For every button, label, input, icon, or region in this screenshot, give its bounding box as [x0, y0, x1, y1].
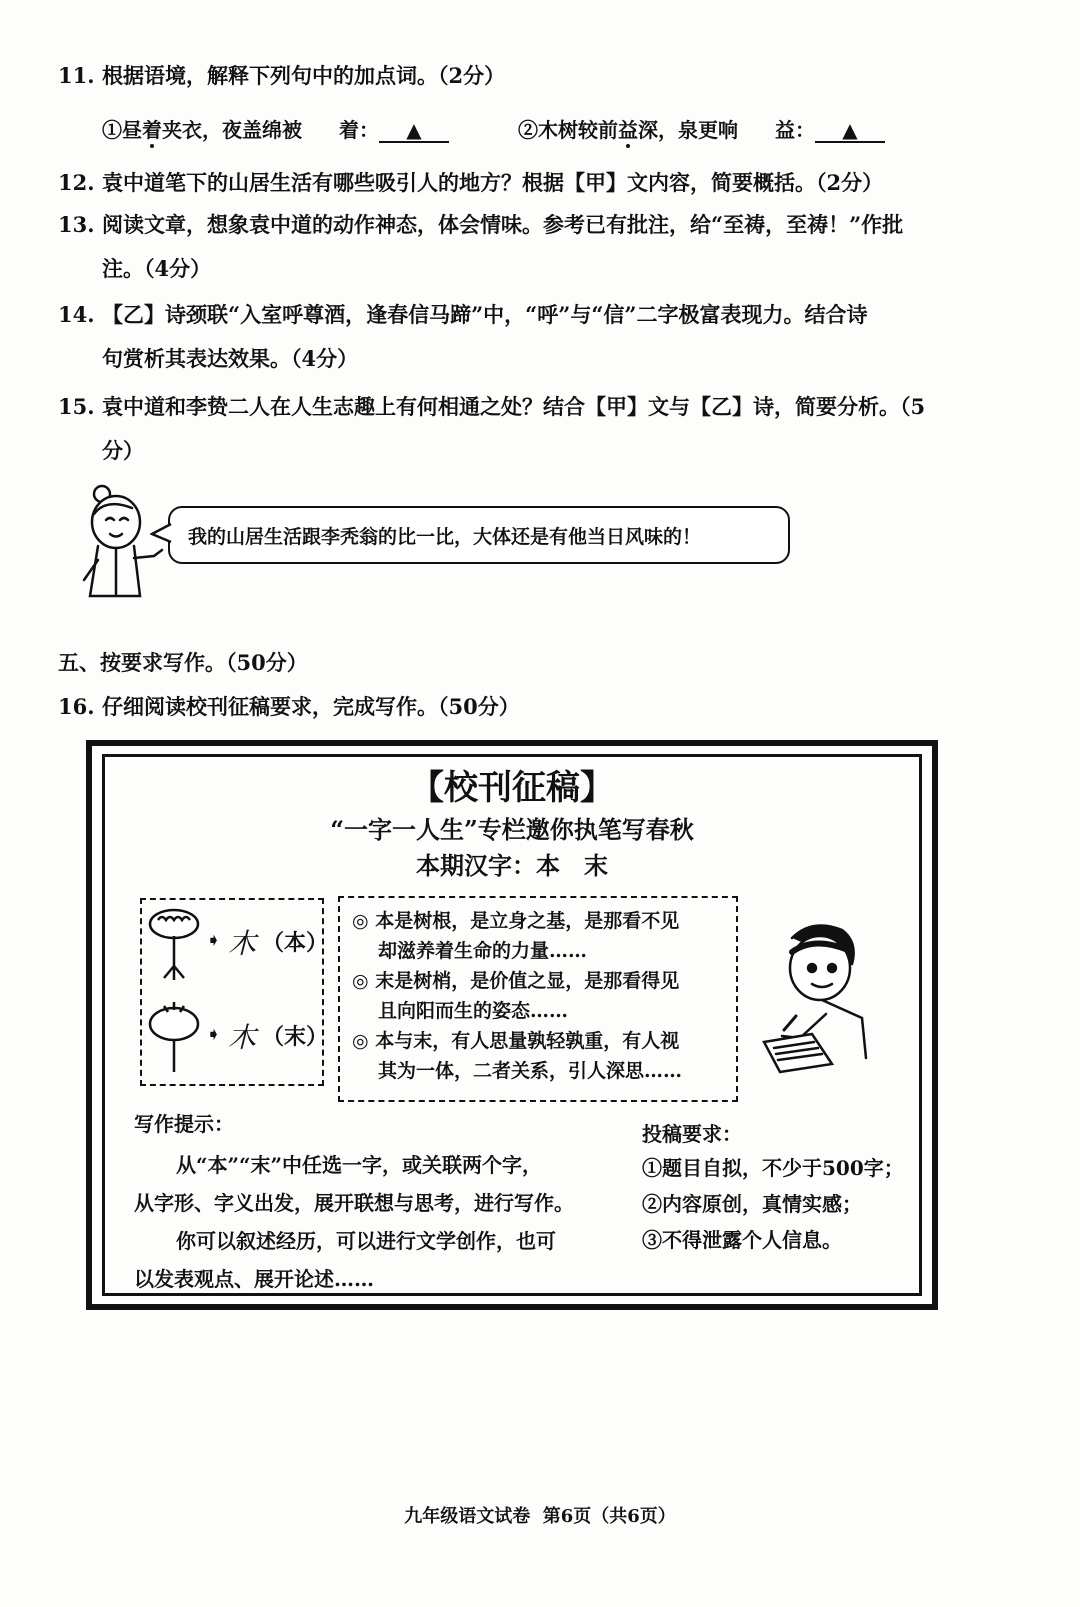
q11-item-1: ①昼着夹衣，夜盖绵被 着： ▲ — [102, 114, 449, 143]
question-11 — [58, 63, 505, 89]
requirements-title: 投稿要求： — [642, 1122, 742, 1146]
question-number: 12. — [58, 170, 95, 195]
question-16 — [58, 694, 520, 720]
notice-characters: 本期汉字：本 末 — [416, 851, 608, 880]
question-text: 袁中道和李贽二人在人生志趣上有何相通之处？结合【甲】文与【乙】诗，简要分析。（5 — [102, 394, 926, 419]
answer-blank[interactable]: ▲ — [379, 119, 449, 143]
notice-title: 【校刊征稿】 — [410, 768, 614, 808]
tree-roots-icon — [146, 906, 202, 982]
question-text: 【乙】诗颈联“入室呼尊酒，逢春信马蹄”中，“呼”与“信”二字极富表现力。结合诗 — [102, 302, 868, 327]
question-13-line2: 注。（4分） — [102, 256, 212, 281]
tips-body: 从“本”“末”中任选一字，或关联两个字， 从字形、字义出发，展开联想与思考，进行写作。 你可以叙述经历，可以进行文学创作，也可 以发表观点、展开论述…… — [134, 1153, 574, 1291]
tree-crown-icon — [146, 1000, 202, 1076]
notice-subtitle: “一字一人生”专栏邀你执笔写春秋 — [330, 815, 694, 844]
question-number: 15. — [58, 394, 95, 419]
question-14-line2: 句赏析其表达效果。（4分） — [102, 346, 359, 371]
arrow-icon: ➧ — [206, 930, 222, 951]
answer-blank[interactable]: ▲ — [815, 119, 885, 143]
dotted-word: 益 — [618, 118, 638, 142]
section-heading: 五、按要求写作。（50分） — [58, 650, 308, 675]
question-14 — [58, 302, 867, 328]
page-footer: 九年级语文试卷 第6页（共6页） — [404, 1506, 676, 1527]
speech-bubble — [168, 506, 790, 564]
question-number: 13. — [58, 212, 95, 237]
dotted-word: 着 — [142, 118, 162, 142]
question-text: 袁中道笔下的山居生活有哪些吸引人的地方？根据【甲】文内容，简要概括。（2分） — [102, 170, 884, 195]
list-item: ◎ 本是树根，是立身之基，是那看不见 — [352, 910, 680, 932]
question-number: 11. — [58, 63, 95, 88]
meaning-list: ◎ 本是树根，是立身之基，是那看不见 却滋养着生命的力量…… ◎ 末是树梢，是价值之显，是那看得见 且向阳而生的姿态…… ◎ 本与末，有人思量孰轻孰重，有人视 其为一体，二者关系，引人深思…… — [352, 906, 732, 1086]
ancient-character: 木 — [228, 1021, 257, 1054]
list-item: ◎ 末是树梢，是价值之显，是那看得见 — [352, 970, 680, 992]
modern-character: （本） — [262, 930, 329, 956]
question-12 — [58, 170, 883, 196]
list-item: ③不得泄露个人信息。 — [642, 1228, 842, 1252]
speech-text: 我的山居生活跟李秃翁的比一比，大体还是有他当日风味的！ — [188, 525, 702, 548]
list-item: ②内容原创，真情实感； — [642, 1192, 862, 1216]
question-text: 根据语境，解释下列句中的加点词。（2分） — [102, 63, 506, 88]
list-item: ①题目自拟，不少于500字； — [642, 1156, 904, 1180]
question-15-line2: 分） — [102, 438, 144, 463]
question-number: 16. — [58, 694, 95, 719]
arrow-icon: ➧ — [206, 1024, 222, 1045]
question-13 — [58, 212, 903, 238]
question-number: 14. — [58, 302, 95, 327]
question-text: 阅读文章，想象袁中道的动作神态，体会情味。参考已有批注，给“至祷，至祷！”作批 — [102, 212, 904, 237]
tips-title: 写作提示： — [134, 1112, 234, 1136]
question-15 — [58, 394, 925, 420]
bubble-tail-icon — [150, 522, 172, 546]
requirements-list — [642, 1150, 904, 1258]
question-text: 仔细阅读校刊征稿要求，完成写作。（50分） — [102, 694, 520, 719]
q11-item-2: ②木树较前益深，泉更响 益： ▲ — [518, 114, 885, 143]
list-item: ◎ 本与末，有人思量孰轻孰重，有人视 — [352, 1030, 680, 1052]
ancient-character: 木 — [228, 927, 257, 960]
boy-writing-icon — [762, 918, 882, 1078]
modern-character: （末） — [262, 1024, 329, 1050]
